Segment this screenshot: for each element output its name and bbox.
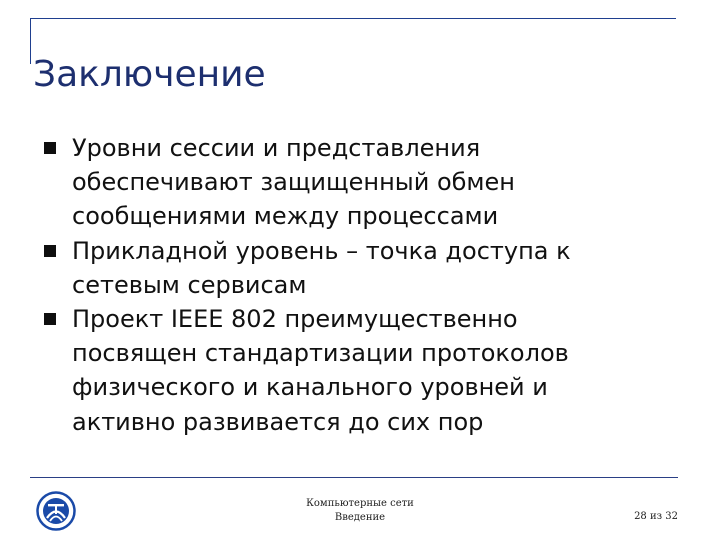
bullet-item — [44, 131, 694, 234]
bullet-list — [44, 131, 694, 439]
page-number: 28 из 32 — [634, 511, 678, 522]
bullet-line: сообщениями между процессами — [72, 202, 499, 231]
bullet-line: Уровни сессии и представления — [72, 134, 481, 162]
university-emblem-icon — [36, 491, 76, 531]
footer-divider — [30, 477, 678, 478]
footer-course-title: Компьютерные сети — [306, 498, 414, 509]
bullet-line: сетевым сервисам — [72, 270, 307, 299]
square-bullet-icon — [44, 245, 56, 257]
bullet-line: активно развивается до сих пор — [72, 407, 484, 436]
bullet-line: Прикладной уровень – точка доступа к — [72, 236, 571, 265]
bullet-line: Проект IEEE 802 преимущественно — [72, 305, 518, 334]
title-frame-left — [30, 18, 31, 64]
bullet-line: посвящен стандартизации протоколов — [72, 339, 569, 368]
bullet-line: физического и канального уровней и — [72, 373, 548, 402]
title-frame-top — [30, 18, 676, 19]
bullet-line: обеспечивают защищенный обмен — [72, 168, 515, 197]
square-bullet-icon — [44, 313, 56, 325]
square-bullet-icon — [44, 142, 56, 154]
footer-course-info — [300, 497, 420, 525]
slide-title: Заключение — [33, 54, 266, 96]
footer-section-title: Введение — [334, 512, 386, 523]
bullet-item — [44, 234, 694, 302]
bullet-item — [44, 302, 694, 439]
